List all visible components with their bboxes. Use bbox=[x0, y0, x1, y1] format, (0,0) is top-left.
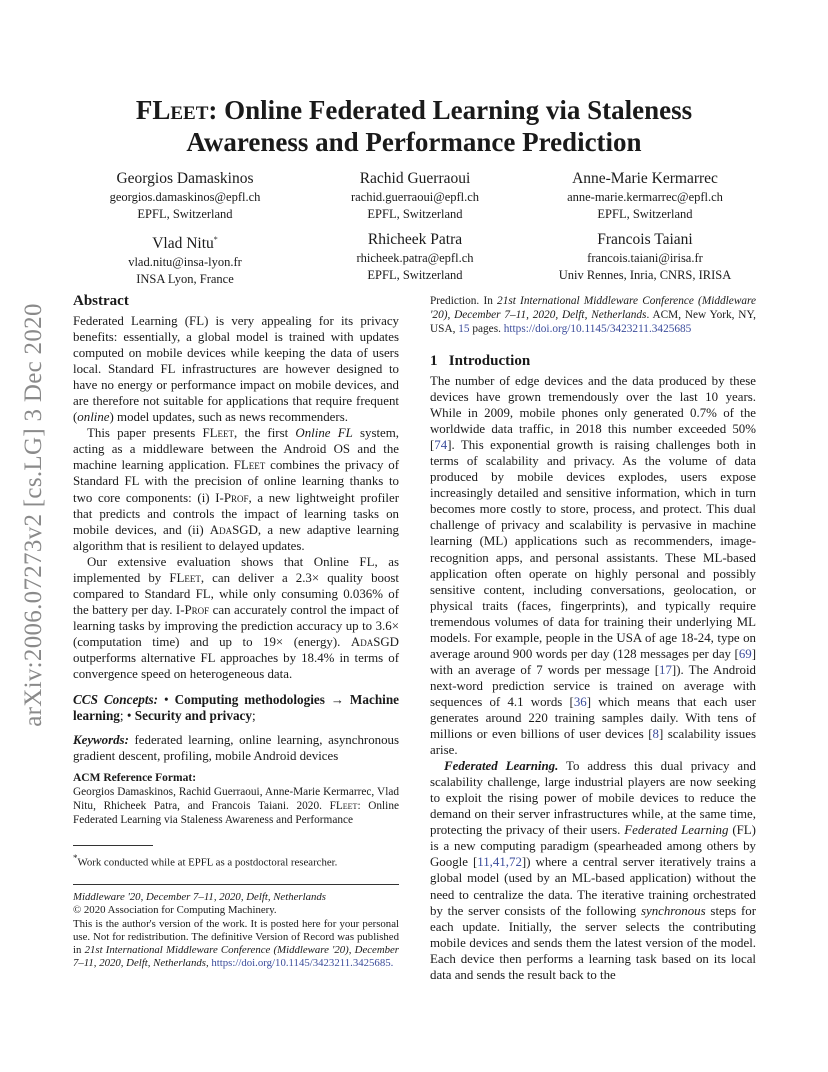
author-name: Georgios Damaskinos bbox=[116, 170, 254, 187]
copyright-note-text: This is the author's version of the work. It is posted here for your personal use. Not for redistribution. The definitive Version of Record was published in bbox=[73, 917, 399, 957]
paper-title bbox=[0, 94, 828, 158]
author-6 bbox=[530, 231, 760, 284]
abstract-paragraph-2: This paper presents FLeet, the first Online FL system, acting as a middleware between the Android OS and the machine learning application. FLeet combines the privacy of Standard FL with the precision of online learning thanks to two core components: (i) I-Prof, a new lightweight profiler that predicts and controls the impact of learning tasks on mobile devices, and (ii) AdaSGD, a new adaptive learning algorithm that is resilient to delayed updates. bbox=[73, 426, 400, 553]
footnote-block bbox=[73, 845, 399, 870]
author-email: anne-marie.kermarrec@epfl.ch bbox=[567, 190, 723, 204]
author-affiliation: INSA Lyon, France bbox=[136, 272, 234, 287]
footnote-rule bbox=[73, 845, 153, 846]
keywords-label: Keywords: bbox=[73, 733, 129, 748]
left-column bbox=[73, 292, 399, 970]
keywords bbox=[73, 732, 399, 764]
intro-p1-e: ] which means that each user generates around 220 training samples daily. With tens of millions or even billions of user devices [ bbox=[430, 694, 756, 742]
acm-reference-text: Georgios Damaskinos, Rachid Guerraoui, Anne-Marie Kermarrec, Vlad Nitu, Rhicheek Patra, and Francois Taiani. 2020. FLeet: Online Federated Learning via Staleness Awareness and Performance bbox=[73, 786, 399, 827]
author-affiliation: EPFL, Switzerland bbox=[137, 207, 233, 221]
footnote-mark: * bbox=[213, 235, 218, 244]
author-email: rachid.guerraoui@epfl.ch bbox=[350, 190, 480, 204]
abstract-paragraph-3: Our extensive evaluation shows that Online FL, as implemented by FLeet, can deliver a 2.3× quality boost compared to Standard FL, while only consuming 0.036% of the battery per day. I-Prof can accurately control the impact of learning tasks by improving the prediction accuracy up to 3.6× (computation time) and up to 19× (energy). AdaSGD outperforms alternative FL approaches by 18.4% in terms of convergence speed on heterogeneous data. bbox=[73, 554, 400, 682]
title-line2: Awareness and Performance Prediction bbox=[186, 127, 642, 157]
ccs-arrow: → bbox=[330, 692, 344, 708]
author-name-text: Vlad Nitu bbox=[152, 235, 214, 253]
ccs-concepts: CCS Concepts: • Computing methodologies → Machine learning; • Security and privacy; bbox=[73, 692, 400, 724]
intro-p1-a: The number of edge devices and the data produced by these devices have grown tremendously over the last 10 years. While in 2009, mobile phones only generated 0.7% of the worldwide data traffic, in 2018 this number exceeded 50% [ bbox=[430, 374, 756, 453]
author-affiliation: EPFL, Switzerland bbox=[367, 207, 463, 221]
arxiv-stamp bbox=[14, 290, 54, 740]
footnote-text: *Work conducted while at EPFL as a postdoctoral researcher. bbox=[73, 853, 338, 870]
copyright-block bbox=[73, 884, 399, 970]
intro-p2-sync: synchronous bbox=[640, 903, 706, 918]
intro-paragraph-2 bbox=[430, 758, 756, 983]
intro-p2-d: steps for each update. Initially, the server selects the contributing mobile devices and sends them the latest version of the model. Each device then performs a learning task based on its local data and sends the result back to the bbox=[430, 903, 756, 982]
author-1 bbox=[70, 170, 300, 223]
author-name: Francois Taiani bbox=[597, 231, 693, 248]
intro-paragraph-1 bbox=[430, 373, 756, 758]
title-line1: : Online Federated Learning via Staleness bbox=[208, 95, 693, 125]
citation-link[interactable]: 74 bbox=[434, 438, 448, 453]
author-2 bbox=[300, 170, 530, 223]
author-affiliation: Univ Rennes, Inria, CNRS, IRISA bbox=[558, 268, 732, 282]
intro-p1-c: ] with an average of 7 words per message [ bbox=[430, 646, 756, 677]
intro-heading-text: Introduction bbox=[448, 353, 531, 369]
pages-word: pages. bbox=[472, 323, 501, 335]
copyright-venue: 21st International Middleware Conference (Middleware '20), December 7–11, 2020, Delft, Netherlands, bbox=[73, 944, 400, 970]
ccs-item-2: Machine learning bbox=[73, 692, 400, 724]
author-name: Rhicheek Patra bbox=[367, 231, 463, 248]
copyright-conference: Middleware '20, December 7–11, 2020, Delft, Netherlands bbox=[73, 891, 326, 904]
author-email: vlad.nitu@insa-lyon.fr bbox=[128, 255, 242, 270]
author-email: francois.taiani@irisa.fr bbox=[587, 251, 703, 265]
federated-learning-label: Federated Learning. bbox=[444, 759, 559, 774]
author-3 bbox=[530, 170, 760, 223]
copyright-doi-link[interactable]: https://doi.org/10.1145/3423211.3425685. bbox=[211, 957, 394, 970]
keywords-text: federated learning, online learning, asynchronous gradient descent, profiling, mobile Android devices bbox=[73, 733, 399, 764]
intro-p1-b: ]. This exponential growth is raising challenges both in terms of scalability and privacy. As the volume of data produced by mobile devices explodes, users expose increasingly detailed and sensitive information, which in turn becomes more costly to store, process, and protect. This dual challenge of privacy and scalability is pervasive in machine learning (ML) applications such as recommenders, image-recognition apps, and personal assistants. These ML-based application often operate on highly personal and possibly sensitive content, including conversations, geolocation, or physical traits (faces, fingerprints), and typically require tremendous volumes of data for training their underlying ML models. For example, people in the USA of age 18-24, type on average around 900 words per day (128 messages per day [ bbox=[430, 438, 756, 661]
acm-reference-heading: ACM Reference Format: bbox=[73, 772, 197, 785]
citation-link[interactable]: 11,41,72 bbox=[477, 855, 522, 870]
author-affiliation: EPFL, Switzerland bbox=[367, 268, 463, 282]
title-fleet: FLeet bbox=[135, 95, 209, 125]
intro-p2-a: To address this dual privacy and scalability challenge, large industrial players are now seeking to exploit the rising power of mobile devices to reduce the demand on their server infrastructures while, at the same time, protecting the privacy of their users. bbox=[430, 759, 756, 838]
copyright-note bbox=[73, 918, 399, 971]
abstract-heading: Abstract bbox=[73, 293, 129, 309]
intro-p2-b: (FL) is a new computing paradigm (spearheaded among others by Google [ bbox=[430, 823, 756, 870]
ccs-item-1: Computing methodologies bbox=[174, 692, 325, 708]
author-email: rhicheek.patra@epfl.ch bbox=[356, 251, 474, 265]
author-name: Anne-Marie Kermarrec bbox=[572, 170, 718, 187]
author-name: Rachid Guerraoui bbox=[359, 170, 471, 187]
author-affiliation: EPFL, Switzerland bbox=[597, 207, 693, 221]
citation-link[interactable]: 69 bbox=[738, 646, 752, 661]
copyright-line: © 2020 Association for Computing Machinery. bbox=[73, 904, 277, 917]
abstract-paragraph-1: Federated Learning (FL) is very appealing for its privacy benefits: essentially, a global model is trained with updates computed on mobile devices while keeping the data of users local. Standard FL infrastructures are however designed to have no energy or performance impact on mobile devices, and are therefore not suitable for applications that require frequent (online) model updates, such as news recommenders. bbox=[73, 314, 399, 425]
ccs-label: CCS Concepts: bbox=[73, 692, 159, 708]
right-column bbox=[430, 294, 756, 983]
acm-reference bbox=[73, 772, 399, 827]
arxiv-stamp-text: arXiv:2006.07273v2 [cs.LG] 3 Dec 2020 bbox=[20, 303, 47, 727]
acm-doi-link[interactable]: https://doi.org/10.1145/3423211.3425685 bbox=[503, 323, 692, 335]
intro-heading bbox=[430, 352, 756, 370]
citation-link[interactable]: 8 bbox=[652, 727, 659, 742]
author-5 bbox=[300, 231, 530, 284]
intro-p2-c: ]) where a central server iteratively trains a global model (used by an ML-based application) without the need to centralize the data. The iterative training orchestrated by the server consists of the following bbox=[430, 855, 756, 918]
pages-link[interactable]: 15 bbox=[458, 323, 470, 335]
intro-p2-fl: Federated Learning bbox=[624, 823, 729, 838]
citation-link[interactable]: 36 bbox=[573, 694, 587, 709]
author-email: georgios.damaskinos@epfl.ch bbox=[109, 190, 261, 204]
author-4 bbox=[70, 231, 300, 288]
ccs-item-3: Security and privacy bbox=[134, 708, 252, 724]
author-name bbox=[70, 231, 300, 252]
intro-p1-f: ] scalability issues arise. bbox=[430, 727, 756, 758]
acm-reference-continuation: Prediction. In 21st International Middleware Conference (Middleware '20), December 7–11, 2020, Delft, Netherlands. ACM, New York, NY, USA, 15 pages. https://doi.org/10.1145/3423211.3425685 bbox=[430, 295, 756, 335]
intro-p1-d: ]). The Android next-word prediction service is trained on average with sequences of 4.1 words [ bbox=[430, 662, 756, 709]
intro-heading-number: 1 bbox=[430, 353, 438, 369]
copyright-rule bbox=[73, 884, 399, 885]
citation-link[interactable]: 17 bbox=[659, 662, 672, 677]
